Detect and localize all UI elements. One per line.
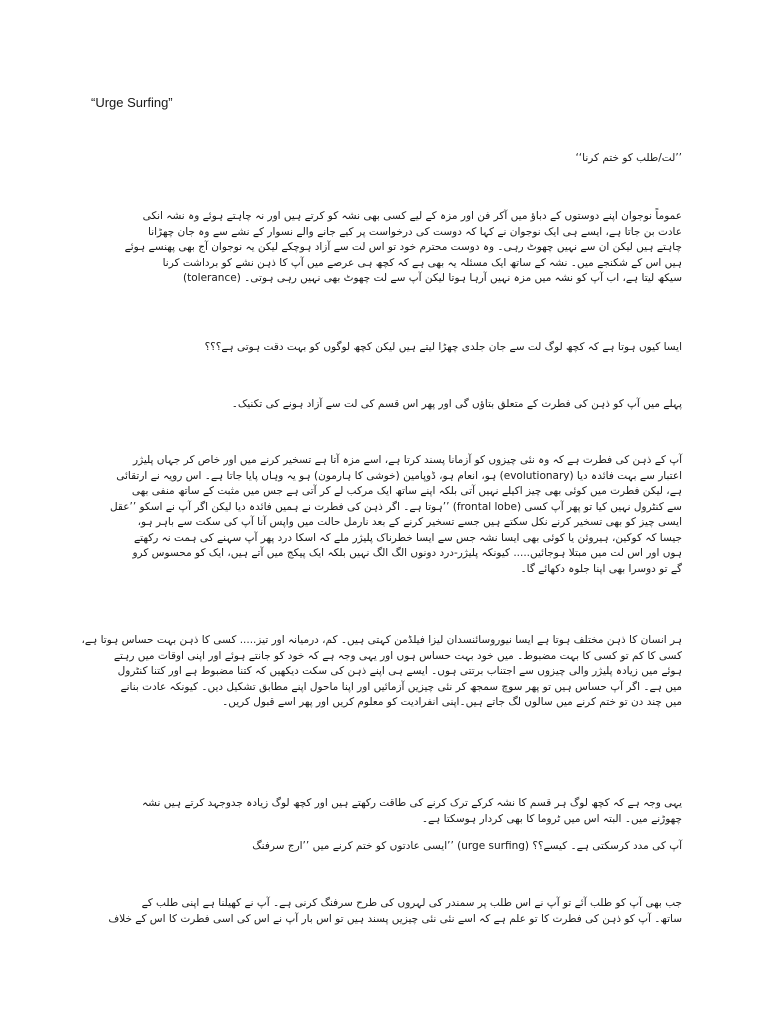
paragraph-line: میں ہے۔ اگر آپ حساس ہیں تو پھر سوچ سمجھ کر نئی چیزیں آزمائیں اور اپنا ماحول اپنے مطابق تشکیل دیں۔ کیونکہ عادت بنانے [120,680,682,693]
brain-nature-paragraph [86,453,682,577]
question-paragraph [86,340,682,356]
technique-paragraph [86,896,682,927]
paragraph-line: ہے، لیکن فطرت میں کوئی بھی چیز اکیلے نہیں آتی بلکہ اپنے ساتھ ایک مرکب لے کر آتی ہے جس میں مثبت کے ساتھ منفی بھی [131,485,682,497]
paragraph-line: آپ کے ذہن کی فطرت ہے کہ وہ نئی چیزوں کو آزمانا پسند کرتا ہے، اسے مزہ آتا ہے تسخیر کرنے میں اور خاص کر جہاں پلیژر [133,454,682,466]
paragraph-line: کسی کا کم تو کسی کا بہت مضبوط۔ میں خود بہت حساس ہوں اور یہی وجہ ہے کہ خود کو جانتے ہوئے اور اپنی اوقات میں رہتے [113,649,682,662]
paragraph-line: جیسا کہ کوکین، ہیروئن یا کوئی بھی ایسا نشہ جس سے ایسا خطرناک پلیژر ملے کہ اسکا درد پھر آپ سہنے کی ہمت نہ رکھتے [134,531,682,544]
paragraph-line: یہی وجہ ہے کہ کچھ لوگ ہر قسم کا نشہ کرکے ترک کرنے کی طاقت رکھتے ہیں اور کچھ لوگ زیادہ جدوجہد کرتے ہیں نشہ [142,797,682,809]
intro-paragraph [86,209,682,287]
outline-paragraph [86,397,682,413]
paragraph-line: جب بھی آپ کو طلب آئے تو آپ نے اس طلب پر سمندر کی لہروں کی طرح سرفنگ کرنی ہے۔ آپ نے کھیلنا ہے اپنی طلب کے [141,897,682,909]
paragraph-line: اعتبار سے بہت فائدہ دیا (evolutionary) ہو، انعام ہو، ڈوپامین (خوشی کا ہارمون) ہو یہ وہاں پایا جاتا ہے۔ اس رویہ نے ارتقائی [116,469,682,482]
paragraph-line: چھوڑنے میں۔ البتہ اس میں ٹروما کا بھی کردار ہوسکتا ہے۔ [421,812,682,825]
paragraph-line: ساتھ۔ آپ کو ذہن کی فطرت کا تو علم ہے کہ اسے نئی نئی چیزیں پسند ہیں تو اس بار آپ نے اس کی اسی فطرت کا اس کے خلاف [108,912,682,925]
paragraph-line: چاہتے ہیں لیکن ان سے نہیں چھوٹ رہی۔ وہ دوست محترم خود تو اس لت سے آزاد ہوچکے لیکن یہ نوجوان آج بھی پھنسے ہوئے [124,241,682,253]
sensitivity-paragraph [81,633,682,711]
paragraph-line: ہیں اس کے شکنجے میں۔ نشہ کے ساتھ ایک مسئلہ یہ بھی ہے کہ کچھ ہی عرصے میں آپ کا ذہن نشے کو برداشت کرنا [162,256,682,269]
paragraph-line: گے تو دوسرا بھی اپنا جلوہ دکھائے گا۔ [520,562,682,575]
paragraph-line: ہوئے میں زیادہ پلیژر والی چیزوں سے اجتناب برتتی ہوں۔ ایسے ہی اپنے ذہن کی سکت دیکھیں کہ کتنا مضبوط ہے اور کتنا کنٹرول [117,665,682,677]
urge-surfing-intro-paragraph [86,839,682,855]
paragraph-line: عادت بن جاتا ہے، ایسے ہی ایک نوجوان نے کہا کہ دوست کی درخواست پر کیے جانے والے نسوار کے نشے سے وہ جان چھڑانا [148,225,682,238]
document-title: “Urge Surfing” [91,95,173,110]
paragraph-line: ’’لت/طلب کو ختم کرنا‘‘ [575,152,682,164]
paragraph-line: پہلے میں آپ کو ذہن کی فطرت کے متعلق بتاؤں گی اور پھر اس قسم کی لت سے آزاد ہونے کی تکنیک۔ [231,398,682,410]
subtitle-paragraph [86,151,682,167]
paragraph-line: ہر انسان کا ذہن مختلف ہوتا ہے ایسا نیوروسائنسدان لیزا فیلڈمن کہتی ہیں۔ کم، درمیانہ اور تیز..... کسی کا ذہن بہت حساس ہوتا ہے، [81,634,682,646]
paragraph-line: میں چند دن تو ختم کرنے میں سالوں لگ جاتے ہیں۔اپنی انفرادیت کو معلوم کریں اور پھر اسے قبول کریں۔ [222,696,682,708]
paragraph-line: سے کنٹرول نہیں کیا تو پھر آپ کسی (frontal lobe) ’’ہوتا ہے۔ اگر ذہن کی فطرت نے ہمیں فائدہ دیا لیکن اگر آپ نے اسکو ’’عقل [109,500,682,513]
paragraph-line: ایسا کیوں ہوتا ہے کہ کچھ لوگ لت سے جان جلدی چھڑا لیتے ہیں لیکن کچھ لوگوں کو بہت دقت ہوتی ہے؟؟؟ [204,341,682,353]
paragraph-line: ایسی چیز کو بھی تسخیر کرنے نکل سکتے ہیں جسے تسخیر کرنے کے بعد نارمل حالت میں واپس آنا آپ کی سکت سے باہر ہو، [137,516,682,528]
reason-paragraph [86,796,682,827]
paragraph-line: آپ کی مدد کرسکتی ہے۔ کیسے؟؟ (urge surfing) ’’ایسی عادتوں کو ختم کرنے میں ’’ارج سرفنگ [252,840,682,852]
paragraph-line: ہوں اور اس لت میں مبتلا ہوجائیں..... کیونکہ پلیژر-درد دونوں الگ الگ نہیں بلکہ ایک پیکج میں آتے ہیں، ایک کو محسوس کرو [132,547,682,559]
paragraph-line: عموماً نوجوان اپنے دوستوں کے دباؤ میں آکر فن اور مزہ کے لیے کسی بھی نشہ کو کرتے ہیں اور نہ چاہتے ہوئے وہ نشہ انکی [142,210,682,222]
paragraph-line: سیکھ لیتا ہے، اب آپ کو نشہ میں مزہ نہیں آرہا ہوتا لیکن آپ سے لت چھوٹ بھی نہیں رہی ہوتی۔ (tolerance) [183,272,682,284]
